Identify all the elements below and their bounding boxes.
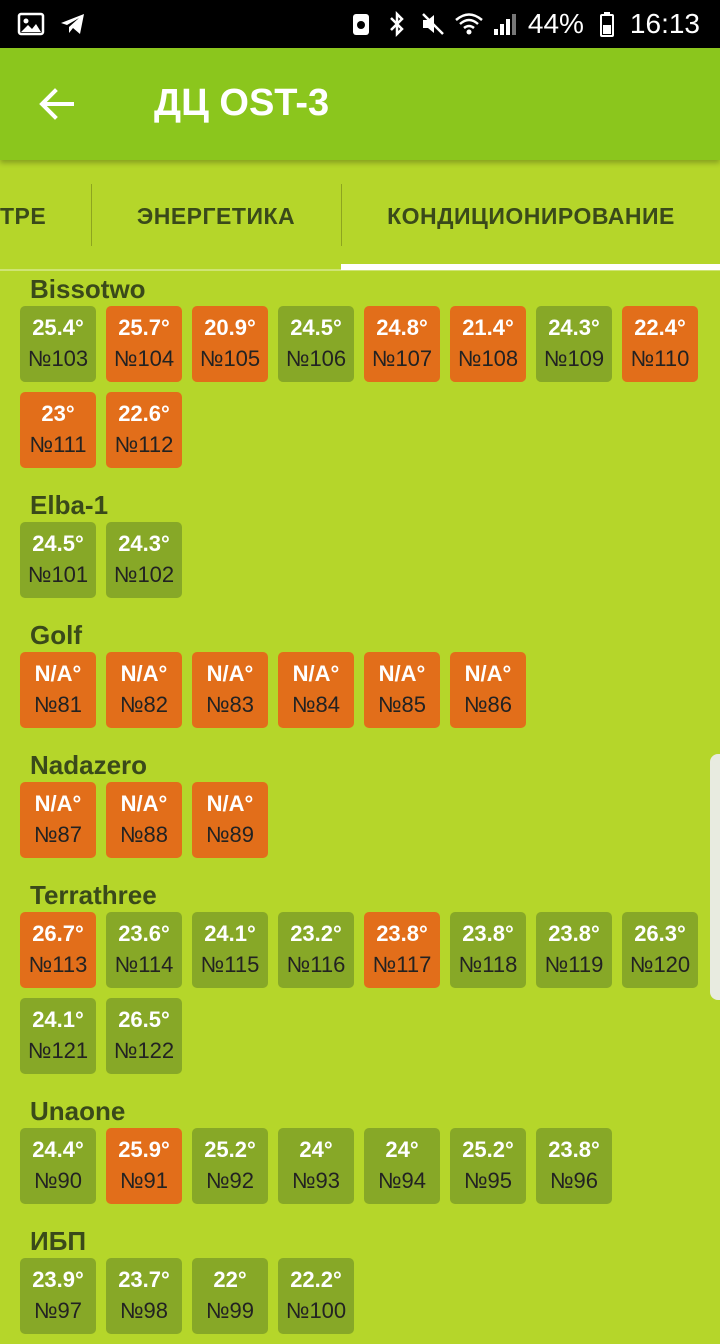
ac-unit-tile[interactable] — [20, 1258, 96, 1334]
unit-temperature: N/A° — [120, 661, 168, 686]
group-title: Unaone — [30, 1096, 126, 1126]
unit-temperature: 25.7° — [118, 315, 170, 340]
ac-unit-tile[interactable] — [622, 306, 698, 382]
group-title: Bissotwo — [30, 274, 146, 304]
unit-temperature: 26.5° — [118, 1007, 170, 1032]
unit-number: №93 — [291, 1168, 341, 1193]
unit-number: №117 — [372, 952, 432, 977]
tab-selected-indicator — [341, 264, 720, 270]
unit-number: №103 — [27, 346, 89, 371]
ac-unit-tile[interactable] — [364, 1128, 440, 1204]
tab-energetika[interactable] — [92, 160, 340, 272]
ac-unit-tile[interactable] — [536, 912, 612, 988]
unit-number: №110 — [630, 346, 690, 371]
ac-unit-tile[interactable] — [364, 652, 440, 728]
unit-tiles — [20, 782, 710, 868]
unit-number: №122 — [113, 1038, 175, 1063]
nfc-icon — [348, 10, 374, 38]
unit-temperature: 20.9° — [204, 315, 256, 340]
unit-tiles — [20, 1258, 710, 1344]
unit-number: №94 — [377, 1168, 427, 1193]
unit-number: №120 — [629, 952, 691, 977]
unit-temperature: N/A° — [206, 661, 254, 686]
unit-number: №104 — [113, 346, 175, 371]
back-button[interactable] — [30, 80, 82, 132]
clock: 16:13 — [629, 8, 700, 39]
tab-tre[interactable] — [0, 160, 90, 272]
unit-tiles — [20, 522, 710, 608]
group-title: Elba-1 — [30, 490, 109, 520]
unit-number: №90 — [33, 1168, 83, 1193]
unit-number: №86 — [463, 692, 513, 717]
group-section — [0, 1094, 720, 1214]
battery-icon — [594, 10, 620, 38]
unit-number: №115 — [200, 952, 260, 977]
unit-temperature: 21.4° — [462, 315, 514, 340]
unit-temperature: N/A° — [34, 791, 82, 816]
ac-unit-tile[interactable] — [106, 998, 182, 1074]
unit-temperature: 26.3° — [634, 921, 686, 946]
ac-unit-tile[interactable] — [192, 1128, 268, 1204]
ac-unit-tile[interactable] — [536, 306, 612, 382]
unit-temperature: 22° — [213, 1267, 247, 1292]
unit-tiles — [20, 912, 710, 1084]
unit-temperature: 23.8° — [548, 1137, 600, 1162]
ac-unit-tile[interactable] — [536, 1128, 612, 1204]
unit-temperature: 23° — [41, 401, 75, 426]
ac-unit-tile[interactable] — [106, 1258, 182, 1334]
unit-temperature: 22.6° — [118, 401, 170, 426]
unit-number: №101 — [27, 562, 89, 587]
app-bar — [0, 48, 720, 160]
ac-unit-tile[interactable] — [106, 522, 182, 598]
ac-unit-tile[interactable] — [278, 1128, 354, 1204]
ac-unit-tile[interactable] — [106, 912, 182, 988]
ac-unit-tile[interactable] — [278, 652, 354, 728]
ac-unit-tile[interactable] — [622, 912, 698, 988]
tab-label: ТРЕ — [0, 202, 47, 229]
unit-temperature: 22.2° — [290, 1267, 342, 1292]
group-title: Terrathree — [30, 880, 157, 910]
unit-temperature: 24.3° — [118, 531, 170, 556]
wifi-icon — [456, 10, 482, 38]
unit-number: №108 — [457, 346, 519, 371]
unit-number: №87 — [33, 822, 83, 847]
unit-number: №81 — [33, 692, 83, 717]
unit-tiles — [20, 652, 710, 738]
unit-number: №100 — [285, 1298, 347, 1323]
group-title: Nadazero — [30, 750, 148, 780]
unit-tiles — [20, 1128, 710, 1214]
unit-number: №102 — [113, 562, 175, 587]
unit-number: №95 — [463, 1168, 513, 1193]
ac-unit-tile[interactable] — [106, 392, 182, 468]
unit-temperature: 24.8° — [376, 315, 428, 340]
unit-number: №112 — [114, 432, 174, 457]
unit-temperature: N/A° — [206, 791, 254, 816]
unit-temperature: 24.5° — [290, 315, 342, 340]
unit-temperature: 25.2° — [462, 1137, 514, 1162]
unit-number: №121 — [27, 1038, 89, 1063]
ac-unit-tile[interactable] — [278, 1258, 354, 1334]
unit-number: №105 — [199, 346, 261, 371]
ac-unit-tile[interactable] — [20, 1128, 96, 1204]
group-section — [0, 1224, 720, 1344]
unit-temperature: 24.5° — [32, 531, 84, 556]
unit-temperature: 24.1° — [204, 921, 256, 946]
tab-conditioning[interactable] — [342, 160, 720, 272]
ac-unit-tile[interactable] — [20, 912, 96, 988]
scrollbar-handle[interactable] — [710, 754, 720, 1000]
ac-unit-tile[interactable] — [192, 652, 268, 728]
battery-percent: 44% — [527, 8, 584, 39]
unit-tiles — [20, 306, 710, 478]
ac-unit-tile[interactable] — [20, 306, 96, 382]
ac-unit-tile[interactable] — [450, 1128, 526, 1204]
unit-temperature: 23.8° — [376, 921, 428, 946]
telegram-icon — [60, 10, 86, 38]
unit-temperature: 24.3° — [548, 315, 600, 340]
unit-number: №82 — [119, 692, 169, 717]
unit-temperature: 24.1° — [32, 1007, 84, 1032]
unit-number: №91 — [119, 1168, 169, 1193]
ac-unit-tile[interactable] — [192, 782, 268, 858]
ac-unit-tile[interactable] — [20, 392, 96, 468]
ac-unit-tile[interactable] — [20, 998, 96, 1074]
unit-number: №98 — [119, 1298, 169, 1323]
ac-unit-tile[interactable] — [192, 1258, 268, 1334]
unit-temperature: 24° — [385, 1137, 419, 1162]
unit-temperature: 24° — [299, 1137, 333, 1162]
unit-temperature: 26.7° — [32, 921, 84, 946]
groups-list[interactable] — [0, 272, 720, 1323]
ac-unit-tile[interactable] — [364, 306, 440, 382]
gallery-icon — [18, 10, 44, 38]
unit-temperature: 25.4° — [32, 315, 84, 340]
ac-unit-tile[interactable] — [106, 782, 182, 858]
unit-temperature: 23.7° — [118, 1267, 170, 1292]
unit-number: №116 — [286, 952, 346, 977]
signal-icon — [492, 10, 518, 38]
unit-number: №119 — [544, 952, 604, 977]
unit-number: №96 — [549, 1168, 599, 1193]
arrow-left-icon — [38, 88, 74, 125]
ac-unit-tile[interactable] — [20, 782, 96, 858]
unit-temperature: 23.8° — [462, 921, 514, 946]
unit-temperature: 22.4° — [634, 315, 686, 340]
group-section — [0, 488, 720, 608]
unit-number: №107 — [371, 346, 433, 371]
unit-temperature: 23.2° — [290, 921, 342, 946]
group-section — [0, 618, 720, 738]
ac-unit-tile[interactable] — [278, 306, 354, 382]
ac-unit-tile[interactable] — [106, 652, 182, 728]
unit-number: №83 — [205, 692, 255, 717]
ac-unit-tile[interactable] — [278, 912, 354, 988]
group-section — [0, 272, 720, 478]
unit-temperature: N/A° — [292, 661, 340, 686]
unit-temperature: N/A° — [378, 661, 426, 686]
unit-temperature: 23.8° — [548, 921, 600, 946]
page-title: ДЦ OST-3 — [154, 82, 330, 124]
group-title: ИБП — [30, 1226, 87, 1256]
unit-number: №109 — [543, 346, 605, 371]
ac-unit-tile[interactable] — [364, 912, 440, 988]
unit-temperature: N/A° — [120, 791, 168, 816]
ac-unit-tile[interactable] — [20, 652, 96, 728]
ac-unit-tile[interactable] — [20, 522, 96, 598]
ac-unit-tile[interactable] — [106, 1128, 182, 1204]
group-section — [0, 748, 720, 868]
tab-label: КОНДИЦИОНИРОВАНИЕ — [387, 202, 675, 229]
unit-number: №92 — [205, 1168, 255, 1193]
unit-temperature: 25.9° — [118, 1137, 170, 1162]
status-bar — [0, 0, 720, 48]
unit-temperature: 25.2° — [204, 1137, 256, 1162]
unit-number: №99 — [205, 1298, 255, 1323]
unit-number: №84 — [291, 692, 341, 717]
unit-number: №118 — [458, 952, 518, 977]
ac-unit-tile[interactable] — [450, 912, 526, 988]
mute-icon — [420, 10, 446, 38]
unit-number: №113 — [28, 952, 88, 977]
ac-unit-tile[interactable] — [106, 306, 182, 382]
ac-unit-tile[interactable] — [192, 912, 268, 988]
unit-number: №88 — [119, 822, 169, 847]
unit-temperature: N/A° — [464, 661, 512, 686]
unit-number: №111 — [29, 432, 87, 457]
unit-number: №85 — [377, 692, 427, 717]
unit-number: №97 — [33, 1298, 83, 1323]
group-section — [0, 878, 720, 1084]
unit-temperature: 23.6° — [118, 921, 170, 946]
unit-number: №114 — [114, 952, 174, 977]
unit-temperature: 24.4° — [32, 1137, 84, 1162]
unit-temperature: N/A° — [34, 661, 82, 686]
unit-number: №106 — [285, 346, 347, 371]
ac-unit-tile[interactable] — [450, 306, 526, 382]
unit-temperature: 23.9° — [32, 1267, 84, 1292]
ac-unit-tile[interactable] — [192, 306, 268, 382]
bluetooth-icon — [384, 10, 410, 38]
tab-label: ЭНЕРГЕТИКА — [136, 202, 296, 229]
tab-bar — [0, 160, 720, 272]
group-title: Golf — [30, 620, 82, 650]
ac-unit-tile[interactable] — [450, 652, 526, 728]
unit-number: №89 — [205, 822, 255, 847]
